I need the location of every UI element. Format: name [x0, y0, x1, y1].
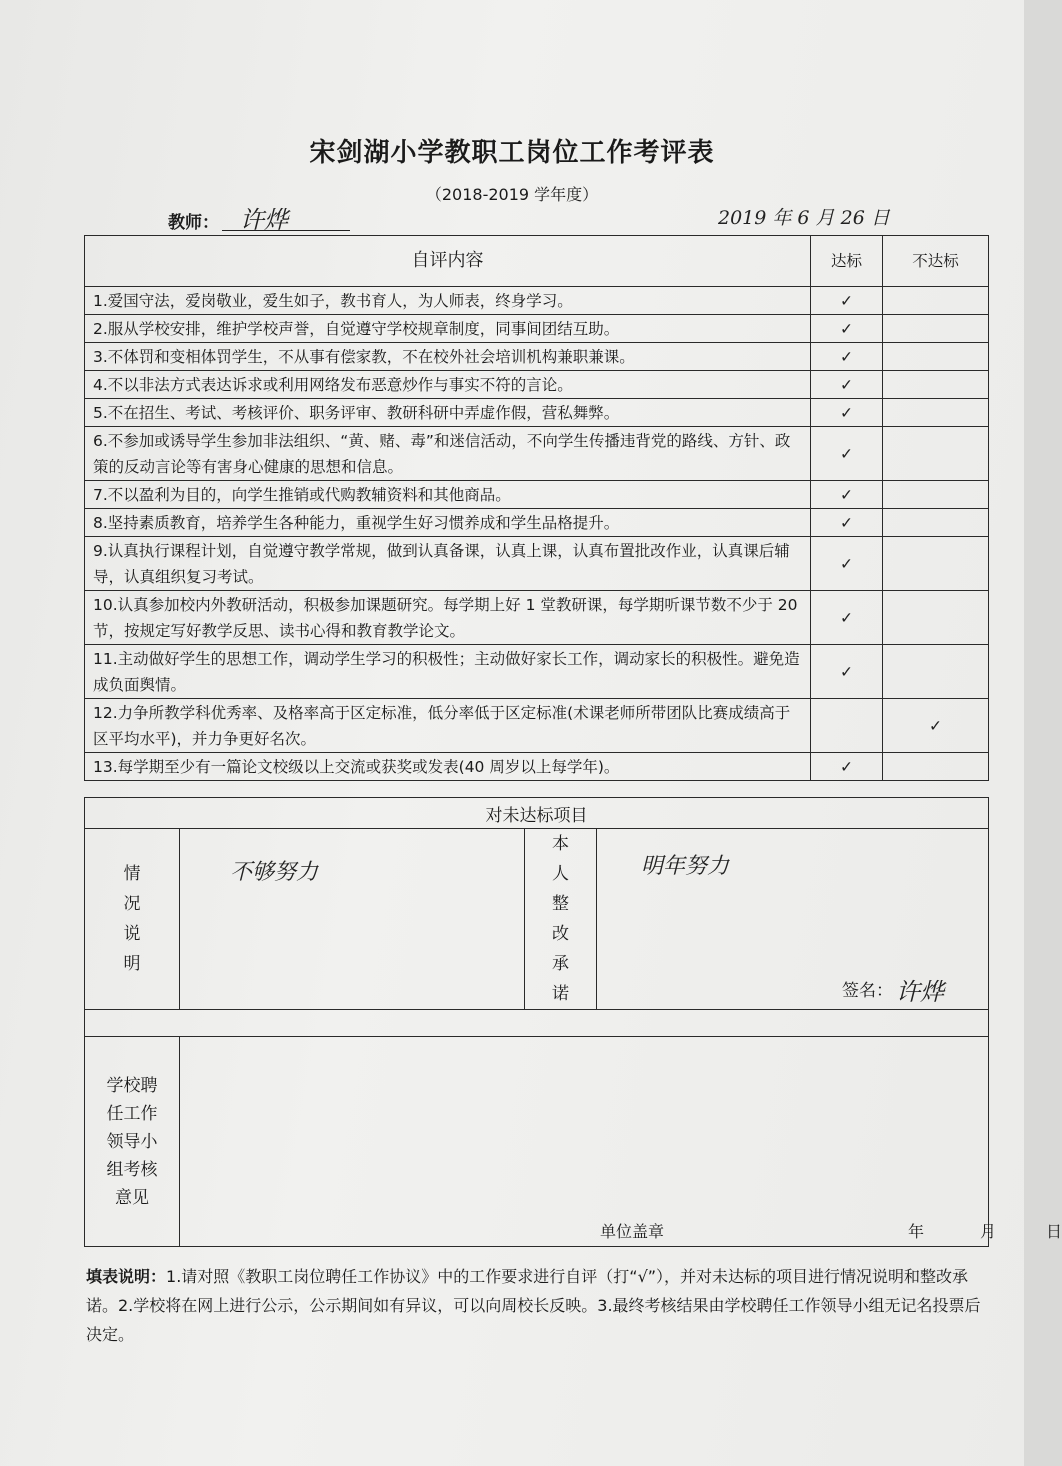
item-text: 10.认真参加校内外教研活动，积极参加课题研究。每学期上好 1 堂教研课，每学期听课节数不少于 20 节，按规定写好教学反思、读书心得和教育教学论文。 — [85, 591, 811, 645]
promise-label — [525, 829, 597, 1010]
fail-cell — [883, 753, 989, 781]
vertical-label-line: 人 — [552, 864, 569, 884]
table-row — [85, 509, 989, 537]
header-pass: 达标 — [811, 236, 883, 287]
check-mark-icon: ✓ — [840, 347, 853, 366]
teacher-name: 许烨 — [240, 206, 288, 234]
vertical-label-line: 学校聘 — [106, 1075, 158, 1096]
table-row — [85, 699, 989, 753]
vertical-label-line: 改 — [552, 924, 569, 944]
instructions-heading: 填表说明： — [86, 1267, 167, 1286]
month-label: 月 — [980, 1222, 997, 1241]
item-text: 7.不以盈利为目的，向学生推销或代购教辅资料和其他商品。 — [85, 481, 811, 509]
check-mark-icon: ✓ — [840, 662, 853, 681]
school-opinion-cell — [180, 1037, 1062, 1247]
pass-cell — [811, 537, 883, 591]
pass-cell — [811, 287, 883, 315]
fail-cell — [883, 645, 989, 699]
pass-cell — [811, 509, 883, 537]
spacer-row — [85, 1010, 989, 1037]
fail-cell — [883, 399, 989, 427]
vertical-label-line: 情 — [123, 864, 141, 884]
stamp-label: 单位盖章 — [600, 1222, 665, 1241]
promise-cell — [597, 829, 989, 1010]
year-label: 年 — [908, 1222, 925, 1241]
vertical-label-line: 明 — [123, 954, 141, 974]
vertical-label-line: 领导小 — [106, 1131, 158, 1152]
item-text: 8.坚持素质教育，培养学生各种能力，重视学生好习惯养成和学生品格提升。 — [85, 509, 811, 537]
item-text: 2.服从学校安排，维护学校声誉，自觉遵守学校规章制度，同事间团结互助。 — [85, 315, 811, 343]
pass-cell — [811, 427, 883, 481]
item-text: 9.认真执行课程计划，自觉遵守教学常规，做到认真备课，认真上课，认真布置批改作业，认真课后辅导，认真组织复习考试。 — [85, 537, 811, 591]
situation-cell — [180, 829, 525, 1010]
fail-cell — [883, 315, 989, 343]
table-row — [85, 399, 989, 427]
table-row — [85, 645, 989, 699]
check-mark-icon: ✓ — [840, 319, 853, 338]
signature-name: 许烨 — [896, 978, 944, 1006]
fail-cell — [883, 427, 989, 481]
signature-label: 签名： — [842, 981, 893, 1001]
check-mark-icon: ✓ — [929, 716, 942, 735]
vertical-label-line: 况 — [123, 894, 141, 914]
table-row — [85, 753, 989, 781]
school-opinion-label — [85, 1037, 180, 1247]
unmet-section-title: 对未达标项目 — [85, 798, 989, 829]
pass-cell — [811, 315, 883, 343]
header-fail: 不达标 — [883, 236, 989, 287]
promise-text: 明年努力 — [641, 854, 730, 879]
fail-cell — [883, 481, 989, 509]
school-year: （2018-2019 学年度） — [425, 185, 599, 204]
check-mark-icon: ✓ — [840, 291, 853, 310]
unmet-items-table — [84, 797, 1062, 1247]
table-row — [85, 287, 989, 315]
fail-cell — [883, 537, 989, 591]
table-row — [85, 481, 989, 509]
fail-cell — [883, 591, 989, 645]
item-text: 12.力争所教学科优秀率、及格率高于区定标准，低分率低于区定标准(术课老师所带团队比赛成绩高于区平均水平)，并力争更好名次。 — [85, 699, 811, 753]
fail-cell — [883, 343, 989, 371]
instructions-body: 1.请对照《教职工岗位聘任工作协议》中的工作要求进行自评（打“√”），并对未达标的项目进行情况说明和整改承诺。2.学校将在网上进行公示，公示期间如有异议，可以向周校长反映。3.最终考核结果由学校聘任工作领导小组无记名投票后决定。 — [86, 1267, 981, 1344]
table-row — [85, 537, 989, 591]
situation-label — [85, 829, 180, 1010]
fail-cell — [883, 287, 989, 315]
pass-cell — [811, 371, 883, 399]
check-mark-icon: ✓ — [840, 513, 853, 532]
table-row — [85, 427, 989, 481]
table-row — [85, 315, 989, 343]
vertical-label-line: 任工作 — [106, 1103, 158, 1124]
check-mark-icon: ✓ — [840, 554, 853, 573]
fail-cell — [883, 371, 989, 399]
self-evaluation-table — [84, 235, 989, 781]
item-text: 13.每学期至少有一篇论文校级以上交流或获奖或发表(40 周岁以上每学年)。 — [85, 753, 811, 781]
header-content: 自评内容 — [85, 236, 811, 287]
teacher-label: 教师： — [168, 213, 219, 233]
table-header — [85, 236, 989, 287]
table-row — [85, 591, 989, 645]
fail-cell — [883, 699, 989, 753]
vertical-label-line: 说 — [123, 924, 141, 944]
item-text: 3.不体罚和变相体罚学生，不从事有偿家教，不在校外社会培训机构兼职兼课。 — [85, 343, 811, 371]
check-mark-icon: ✓ — [840, 444, 853, 463]
fail-cell — [883, 509, 989, 537]
pass-cell — [811, 591, 883, 645]
form-date: 2019 年 6 月 26 日 — [718, 207, 890, 229]
check-mark-icon: ✓ — [840, 485, 853, 504]
vertical-label-line: 组考核 — [106, 1159, 158, 1180]
item-text: 4.不以非法方式表达诉求或利用网络发布恶意炒作与事实不符的言论。 — [85, 371, 811, 399]
table-row — [85, 371, 989, 399]
table-row — [85, 343, 989, 371]
pass-cell — [811, 753, 883, 781]
check-mark-icon: ✓ — [840, 608, 853, 627]
vertical-label-line: 整 — [552, 894, 569, 914]
item-text: 6.不参加或诱导学生参加非法组织、“黄、赌、毒”和迷信活动，不向学生传播违背党的路线、方针、政策的反动言论等有害身心健康的思想和信息。 — [85, 427, 811, 481]
item-text: 5.不在招生、考试、考核评价、职务评审、教研科研中弄虚作假，营私舞弊。 — [85, 399, 811, 427]
vertical-label-line: 承 — [552, 954, 569, 974]
check-mark-icon: ✓ — [840, 757, 853, 776]
pass-cell — [811, 399, 883, 427]
check-mark-icon: ✓ — [840, 375, 853, 394]
pass-cell — [811, 699, 883, 753]
situation-text: 不够努力 — [230, 860, 319, 885]
form-instructions — [86, 1262, 986, 1349]
form-title: 宋剑湖小学教职工岗位工作考评表 — [309, 138, 715, 168]
pass-cell — [811, 481, 883, 509]
day-label: 日 — [1046, 1222, 1062, 1241]
check-mark-icon: ✓ — [840, 403, 853, 422]
item-text: 1.爱国守法，爱岗敬业，爱生如子，教书育人，为人师表，终身学习。 — [85, 287, 811, 315]
item-text: 11.主动做好学生的思想工作，调动学生学习的积极性；主动做好家长工作，调动家长的积极性。避免造成负面舆情。 — [85, 645, 811, 699]
pass-cell — [811, 343, 883, 371]
vertical-label-line: 意见 — [115, 1187, 149, 1208]
vertical-label-line: 诺 — [552, 984, 569, 1004]
vertical-label-line: 本 — [552, 834, 569, 854]
pass-cell — [811, 645, 883, 699]
